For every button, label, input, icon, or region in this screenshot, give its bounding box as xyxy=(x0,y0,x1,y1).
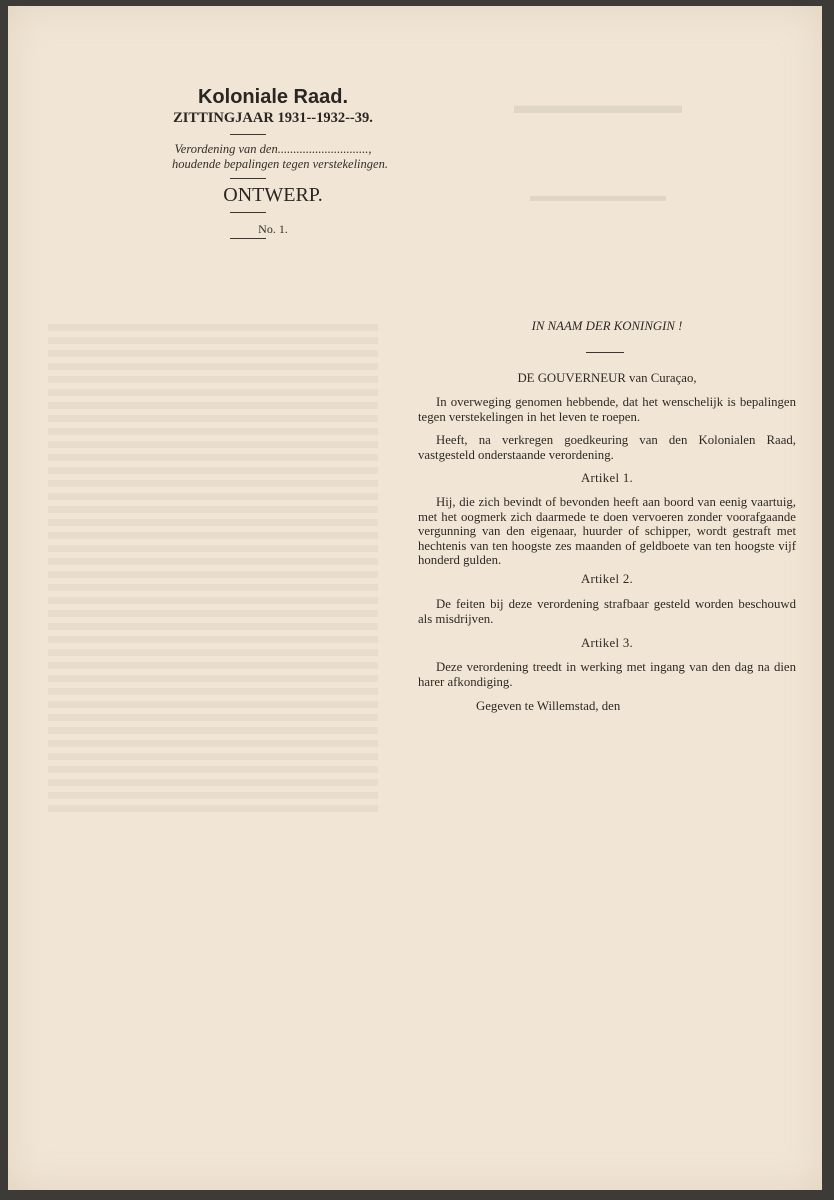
bleed-through-shadow-title: ▬▬▬▬▬▬▬ xyxy=(514,92,682,119)
document-number: No. 1. xyxy=(258,222,288,236)
divider-rule xyxy=(230,178,266,179)
approval-paragraph: Heeft, na verkregen goedkeuring van den Kolonialen Raad, vastgesteld onderstaande verordening. xyxy=(418,433,796,462)
divider-rule xyxy=(230,134,266,135)
article-1-heading: Artikel 1. xyxy=(580,471,634,485)
invocation: IN NAAM DER KONINGIN ! xyxy=(531,319,683,333)
considering-paragraph: In overweging genomen hebbende, dat het wenschelijk is bepalingen tegen verstekelingen in het leven te roepen. xyxy=(418,395,796,424)
article-2-heading: Artikel 2. xyxy=(580,572,634,586)
article-2-text: De feiten bij deze verordening strafbaar gesteld worden beschouwd als misdrijven. xyxy=(418,597,796,626)
subject-text xyxy=(108,142,438,172)
divider-rule xyxy=(586,352,624,353)
bleed-through-shadow-text xyxy=(48,324,378,814)
document-page xyxy=(8,6,822,1190)
subject-line-2: houdende bepalingen tegen verstekelingen. xyxy=(172,157,388,171)
article-3-heading: Artikel 3. xyxy=(580,636,634,650)
session-year: ZITTINGJAAR 1931--1932--39. xyxy=(173,110,373,126)
subject-line-1: Verordening van den............................., xyxy=(174,142,372,156)
article-1-text: Hij, die zich bevindt of bevonden heeft aan boord van eenig vaartuig, met het oogmerk zich daarmede te doen vervoeren zonder voorafgaande vergunning van den eigenaar, huurder of schipper, wordt gestraft met hechtenis van ten hoogste zes maanden of geldboete van ten hoogste vijf honderd gulden. xyxy=(418,495,796,567)
divider-rule xyxy=(230,212,266,213)
article-3-text: Deze verordening treedt in werking met ingang van den dag na dien harer afkondiging. xyxy=(418,660,796,689)
bleed-through-shadow-subtitle: ▬▬▬▬▬▬▬▬ xyxy=(530,186,666,205)
divider-rule xyxy=(230,238,266,239)
draft-label: ONTWERP. xyxy=(223,184,323,206)
closing-line: Gegeven te Willemstad, den xyxy=(476,699,621,713)
governor-line: DE GOUVERNEUR van Curaçao, xyxy=(517,371,697,385)
document-title: Koloniale Raad. xyxy=(197,86,349,108)
